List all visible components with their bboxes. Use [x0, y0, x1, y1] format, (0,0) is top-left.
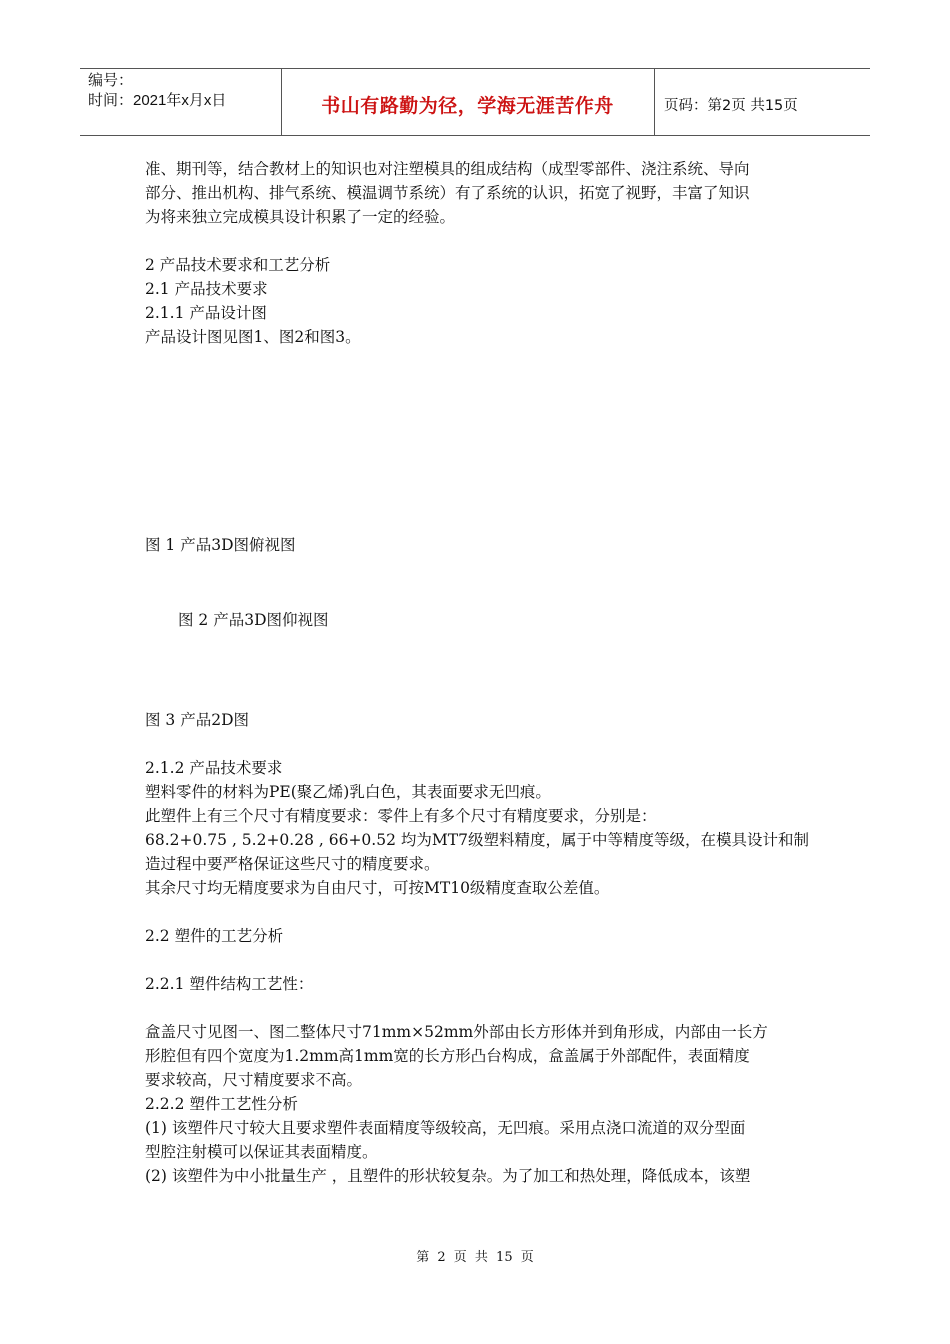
body-text: 其余尺寸均无精度要求为自由尺寸，可按MT10级精度查取公差值。 [145, 879, 610, 897]
page-footer: 第 2 页 共 15 页 [416, 1250, 534, 1265]
body-text: 准、期刊等，结合教材上的知识也对注塑模具的组成结构（成型零部件、浇注系统、导向 [145, 160, 750, 178]
section-heading: 2.1.2 产品技术要求 [145, 759, 283, 777]
document-date: 时间：2021年x月x日 [88, 92, 227, 109]
header-divider [654, 69, 655, 135]
body-text: 塑料零件的材料为PE(聚乙烯)乳白色，其表面要求无凹痕。 [145, 783, 551, 801]
figure-caption: 图 1 产品3D图俯视图 [145, 536, 296, 554]
header-motto: 书山有路勤为径，学海无涯苦作舟 [321, 95, 614, 117]
section-heading: 2.2 塑件的工艺分析 [145, 927, 284, 945]
body-text: 盒盖尺寸见图一、图二整体尺寸71mm×52mm外部由长方形体并到角形成，内部由一长方 [145, 1023, 768, 1041]
header-page-number: 页码：第2页 共15页 [664, 98, 798, 114]
body-text: 68.2+0.75 , 5.2+0.28 , 66+0.52 均为MT7级塑料精度，属于中等精度等级，在模具设计和制 [145, 831, 809, 849]
document-body [145, 157, 810, 1188]
figure-caption: 图 2 产品3D图仰视图 [178, 611, 329, 629]
body-text: 形腔但有四个宽度为1.2mm高1mm宽的长方形凸台构成，盒盖属于外部配件，表面精度 [145, 1047, 750, 1065]
section-heading: 2.1.1 产品设计图 [145, 304, 267, 322]
section-heading: 2.1 产品技术要求 [145, 280, 268, 298]
body-text: 造过程中要严格保证这些尺寸的精度要求。 [145, 855, 440, 873]
body-text: (2) 该塑件为中小批量生产 ，且塑件的形状较复杂。为了加工和热处理，降低成本，该塑 [145, 1167, 751, 1185]
section-heading: 2 产品技术要求和工艺分析 [145, 256, 331, 274]
header-meta [88, 71, 226, 111]
body-text: 部分、推出机构、排气系统、模温调节系统）有了系统的认识，拓宽了视野，丰富了知识 [145, 184, 750, 202]
section-heading: 2.2.1 塑件结构工艺性： [145, 975, 314, 993]
page-header [80, 68, 870, 136]
document-number-label: 编号： [88, 72, 134, 89]
body-text: (1) 该塑件尺寸较大且要求塑件表面精度等级较高，无凹痕。采用点浇口流道的双分型面 [145, 1119, 746, 1137]
body-text: 型腔注射模可以保证其表面精度。 [145, 1143, 378, 1161]
section-heading: 2.2.2 塑件工艺性分析 [145, 1095, 298, 1113]
body-text: 此塑件上有三个尺寸有精度要求：零件上有多个尺寸有精度要求，分别是： [145, 807, 657, 825]
body-text: 产品设计图见图1、图2和图3。 [145, 328, 361, 346]
body-text: 为将来独立完成模具设计积累了一定的经验。 [145, 208, 456, 226]
figure-caption: 图 3 产品2D图 [145, 711, 250, 729]
body-text: 要求较高，尺寸精度要求不高。 [145, 1071, 363, 1089]
